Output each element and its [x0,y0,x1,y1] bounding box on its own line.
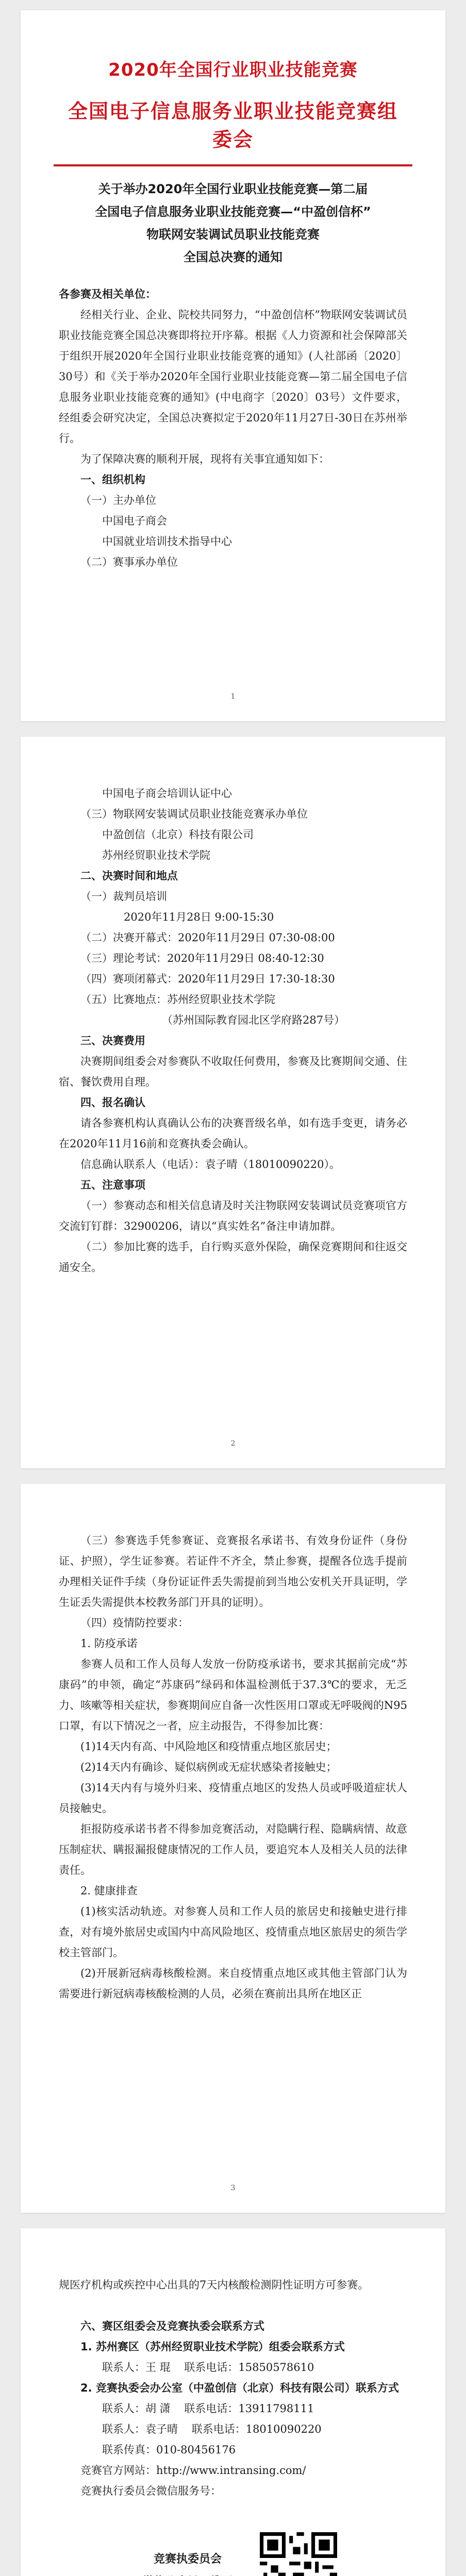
contact-label: 联系人： [102,2402,145,2415]
contact-row [59,2398,407,2419]
notice-paragraph: （一）参赛动态和相关信息请及时关注物联网安装调试员竞赛项官方交流钉钉群：32900206，请以“真实姓名”备注申请加群。 [59,1199,407,1232]
contact-phone-label: 联系电话： [184,2361,239,2374]
schedule-time: 2020年11月29日 07:30-08:00 [178,931,335,944]
subsection-title: 1. 防疫承诺 [80,1637,138,1650]
document-page-4 [21,2228,445,2576]
venue-name: 苏州经贸职业技术学院 [167,993,275,1006]
org-name: 中国就业培训技术指导中心 [102,535,232,548]
document-page-2 [21,737,445,1468]
org-name: 苏州经贸职业技术学院 [102,849,210,861]
subsection-title: 2. 健康排查 [80,1885,138,1897]
contact-phone: 18010090220 [245,2423,322,2435]
body-paragraph: 参赛人员和工作人员每人发放一份防疫承诺书，要求其据前完成“苏康码”的申领，确定“苏康码”绿码和体温检测低于37.3℃的要求，无乏力、咳嗽等相关症状，参赛期间应自备一次性医用口罩或无呼吸阀的N95口罩，有以下情况之一者，应主动报告，不得参加比赛： [59,1658,407,1732]
page-number: 2 [230,1439,236,1448]
contact-phone: 13911798111 [238,2402,314,2415]
website-link[interactable]: http://www.intransing.com/ [156,2464,306,2477]
registration-contact: 信息确认联系人（电话）：袁子晴（18010090220）。 [80,1158,340,1171]
schedule-row [59,989,407,1010]
contact-row [59,2357,407,2378]
registration-paragraph: 请各参赛机构认真确认公布的决赛晋级名单，如有选手变更，请务必在2020年11月16前和竞赛执委会确认。 [59,1117,407,1150]
contact-phone: 15850578610 [238,2361,314,2374]
schedule-time: 2020年11月29日 08:40-12:30 [167,952,324,964]
document-page-1 [21,10,445,721]
subsection-title: （二）赛事承办单位 [80,556,178,568]
subsection-title: （三）物联网安装调试员职业技能竞赛承办单位 [80,808,308,820]
section-title: 一、组织机构 [80,473,145,486]
contact-name: 袁子晴 [145,2423,178,2435]
subsection-title: （四）疫情防控要求： [80,1617,189,1629]
fax-number: 010-80456176 [156,2444,236,2456]
section-title: 三、决赛费用 [80,1035,145,1047]
qr-caption-line [136,2571,239,2576]
contact-phone-label: 联系电话： [184,2402,239,2415]
list-item: (3)14天内有与境外归来、疫情重点地区的发热人员或呼吸道症状人员接触史。 [59,1782,407,1815]
schedule-time: 2020年11月29日 17:30-18:30 [178,973,335,985]
contact-name: 王 琨 [145,2361,171,2374]
page-number: 1 [230,692,236,701]
subsection-title: 1. 苏州赛区（苏州经贸职业技术学院）组委会联系方式 [80,2341,345,2353]
section-title: 二、决赛时间和地点 [80,870,178,882]
section-title: 六、赛区组委会及竞赛执委会联系方式 [80,2320,264,2332]
schedule-row [59,927,407,948]
fax-row [59,2439,407,2460]
schedule-time: 2020年11月28日 9:00-15:30 [124,911,274,923]
schedule-row [59,969,407,989]
wechat-note: 竞赛执行委员会微信服务号： [80,2485,221,2497]
body-paragraph: 规医疗机构或疾控中心出具的7天内核酸检测阴性证明方可参赛。 [59,2279,369,2291]
doc-title-line: 全国总决赛的通知 [184,250,282,264]
notice-paragraph: （二）参加比赛的选手，自行购买意外保险，确保竞赛期间和往返交通安全。 [59,1241,407,1274]
doc-title-line: 关于举办2020年全国行业职业技能竞赛—第二届 [98,182,368,196]
contact-row [59,2419,407,2439]
doc-title-line: 物联网安装调试员职业技能竞赛 [146,227,320,242]
org-name: 中国电子商会 [102,515,167,527]
section-title: 四、报名确认 [80,1096,145,1109]
qr-caption [136,2548,239,2576]
venue-address: （苏州国际教育园北区学府路287号） [162,1014,345,1026]
body-paragraph: 拒报防疫承诺书者不得参加竞赛活动，对隐瞒行程、隐瞒病情、故意压制症状、瞒报漏报健康情况的工作人员，要追究本人及相关人员的法律责任。 [59,1823,407,1876]
doc-title-line: 全国电子信息服务业职业技能竞赛—“中盈创信杯” [95,205,371,219]
list-item: (1)14天内有高、中风险地区和疫情重点地区旅居史； [80,1740,337,1753]
schedule-label: （五）比赛地点： [80,993,167,1006]
header-title-line1: 2020年全国行业职业技能竞赛 [108,60,358,80]
subsection-title: 2. 竞赛执委会办公室（中盈创信（北京）科技有限公司）联系方式 [80,2382,399,2394]
qr-block [136,2532,407,2576]
contact-name: 胡 潇 [145,2402,171,2415]
contact-phone-label: 联系电话： [191,2423,246,2435]
qr-caption-line: 竞赛执委员会 [153,2553,222,2566]
header-title-line2: 全国电子信息服务业职业技能竞赛组委会 [68,100,398,151]
org-name: 中盈创信（北京）科技有限公司 [102,828,254,841]
subsection-title: （一）裁判员培训 [80,890,167,903]
subsection-title: （一）主办单位 [80,494,156,506]
purpose-paragraph: 为了保障决赛的顺利开展，现将有关事宜通知如下： [80,453,329,465]
fee-paragraph: 决赛期间组委会对参赛队不收取任何费用，参赛及比赛期间交通、住宿、餐饮费用自理。 [59,1055,407,1088]
list-item: (1)核实活动轨迹。对参赛人员和工作人员的旅居史和接触史进行排查，对有境外旅居史或国内中高风险地区、疫情重点地区旅居史的须告学校主管部门。 [59,1905,407,1959]
salutation: 各参赛及相关单位： [59,288,156,300]
document-page-3 [21,1484,445,2213]
schedule-label: （三）理论考试： [80,952,167,964]
contact-label: 联系人： [102,2361,145,2374]
fax-label: 联系传真： [102,2444,156,2456]
list-item: (2)开展新冠病毒核酸检测。来自疫情重点地区或其他主管部门认为需要进行新冠病毒核酸检测的人员，必须在赛前出具所在地区正 [59,1967,407,2000]
org-name: 中国电子商会培训认证中心 [102,787,232,800]
schedule-label: （二）决赛开幕式： [80,931,178,944]
list-item: (2)14天内有确诊、疑似病例或无症状感染者接触史； [80,1761,337,1773]
schedule-row [59,948,407,969]
doc-title [59,178,407,268]
website-row [59,2460,407,2481]
header-rule [54,164,412,166]
contact-label: 联系人： [102,2423,145,2435]
wechat-qr-code-icon[interactable] [260,2532,337,2576]
page-number: 3 [230,2184,236,2192]
body-paragraph: （三）参赛选手凭参赛证、竞赛报名承诺书、有效身份证件（身份证、护照），学生证参赛。若证件不齐全，禁止参赛，提醒各位选手提前办理相关证件手续（身份证证件丢失需提前到当地公安机关开具证明，学生证丢失需提供本校教务部门开具的证明）。 [59,1534,407,1608]
schedule-label: （四）赛项闭幕式： [80,973,178,985]
section-title: 五、注意事项 [80,1179,145,1191]
intro-paragraph: 经相关行业、企业、院校共同努力，“中盈创信杯”物联网安装调试员职业技能竞赛全国总决赛即将拉开序幕。根据《人力资源和社会保障部关于组织开展2020年全国行业职业技能竞赛的通知》(人社部函〔2020〕30号）和《关于举办2020年全国行业职业技能竞赛—第二届全国电子信息服务业职业技能竞赛的通知》(中电商字〔2020〕03号）文件要求，经组委会研究决定，全国总决赛拟定于2020年11月27日-30日在苏州举行。 [59,309,407,445]
website-label: 竞赛官方网站： [80,2464,156,2477]
